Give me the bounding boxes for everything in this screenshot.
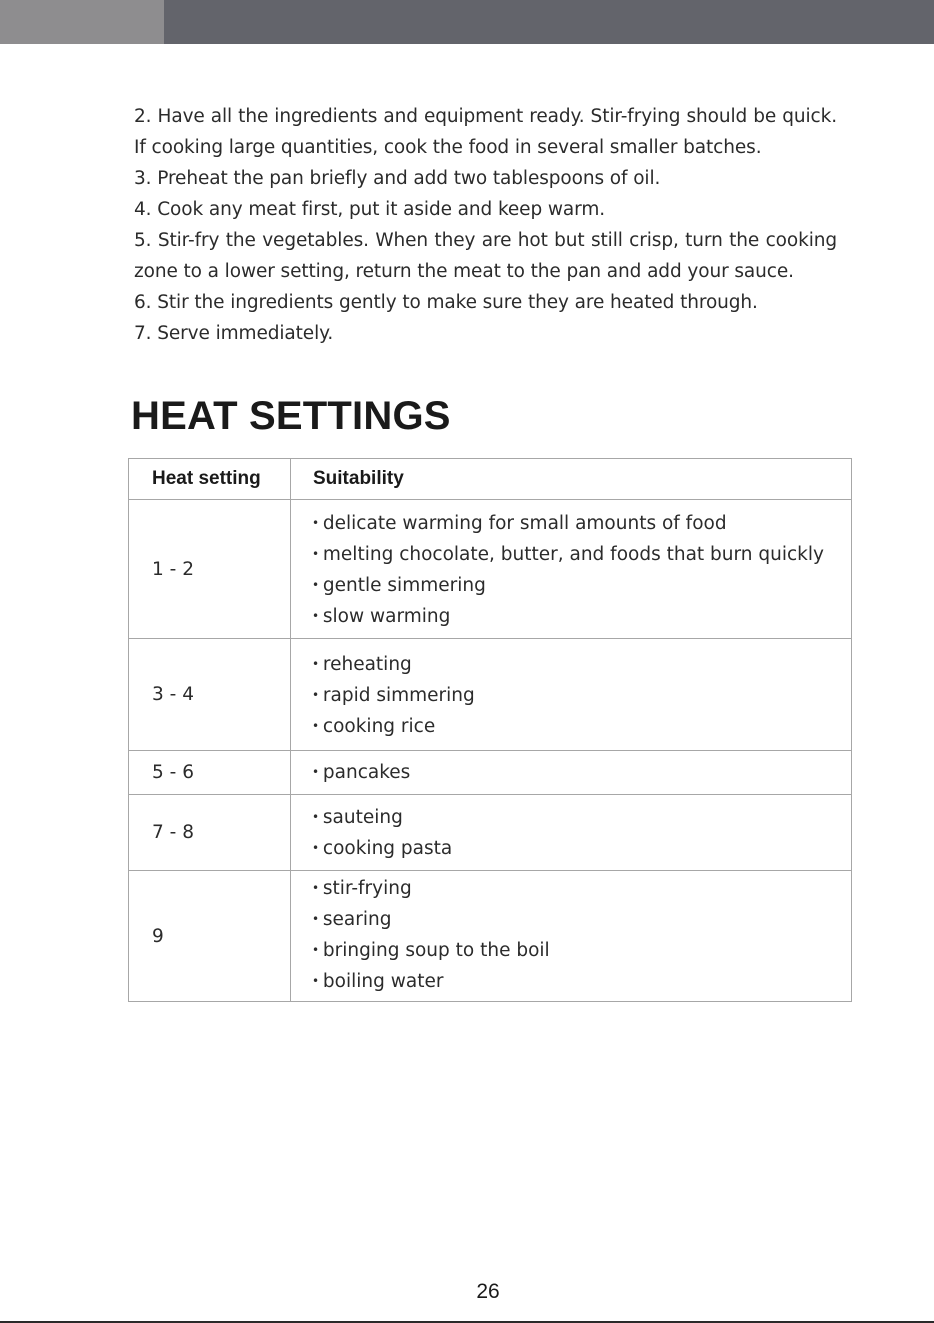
suitability-cell: [291, 751, 852, 795]
header-tab: [0, 0, 164, 44]
suitability-item: • stir-frying: [312, 873, 845, 904]
suitability-item: • reheating: [312, 649, 845, 680]
header-suitability: Suitability: [291, 459, 852, 500]
suitability-item: • pancakes: [312, 757, 845, 788]
heat-setting-cell: 3 - 4: [129, 639, 291, 751]
heat-setting-cell: 5 - 6: [129, 751, 291, 795]
header-band: [0, 0, 934, 44]
table-row: [129, 500, 852, 639]
suitability-item: • delicate warming for small amounts of food: [312, 508, 845, 539]
table-header-row: [129, 459, 852, 500]
suitability-cell: [291, 500, 852, 639]
suitability-item: • melting chocolate, butter, and foods that burn quickly: [312, 539, 845, 570]
suitability-item: • searing: [312, 904, 845, 935]
suitability-item: • cooking pasta: [312, 833, 845, 864]
table-row: [129, 795, 852, 871]
suitability-item: • rapid simmering: [312, 680, 845, 711]
heat-settings-table: [128, 458, 852, 1002]
step-3: 3. Preheat the pan briefly and add two tablespoons of oil.: [134, 168, 661, 189]
step-7: 7. Serve immediately.: [134, 323, 334, 344]
table-row: [129, 751, 852, 795]
heat-setting-cell: 7 - 8: [129, 795, 291, 871]
step-2: 2. Have all the ingredients and equipment ready. Stir-frying should be quick. If cooking large quantities, cook the food in several smaller batches.: [134, 106, 837, 158]
step-4: 4. Cook any meat first, put it aside and keep warm.: [134, 199, 606, 220]
suitability-cell: [291, 871, 852, 1002]
suitability-cell: [291, 795, 852, 871]
suitability-item: • boiling water: [312, 966, 845, 997]
step-5: 5. Stir-fry the vegetables. When they are hot but still crisp, turn the cooking zone to a lower setting, return the meat to the pan and add your sauce.: [134, 230, 837, 282]
suitability-item: • sauteing: [312, 802, 845, 833]
page-number: 26: [476, 1280, 500, 1303]
suitability-cell: [291, 639, 852, 751]
suitability-item: • bringing soup to the boil: [312, 935, 845, 966]
instruction-steps: [134, 101, 837, 349]
table-row: [129, 871, 852, 1002]
header-heat-setting: Heat setting: [129, 459, 291, 500]
step-6: 6. Stir the ingredients gently to make sure they are heated through.: [134, 292, 758, 313]
heat-setting-cell: 9: [129, 871, 291, 1002]
heat-setting-cell: 1 - 2: [129, 500, 291, 639]
suitability-item: • gentle simmering: [312, 570, 845, 601]
suitability-item: • slow warming: [312, 601, 845, 632]
suitability-item: • cooking rice: [312, 711, 845, 742]
section-title: HEAT SETTINGS: [131, 394, 451, 438]
table-row: [129, 639, 852, 751]
